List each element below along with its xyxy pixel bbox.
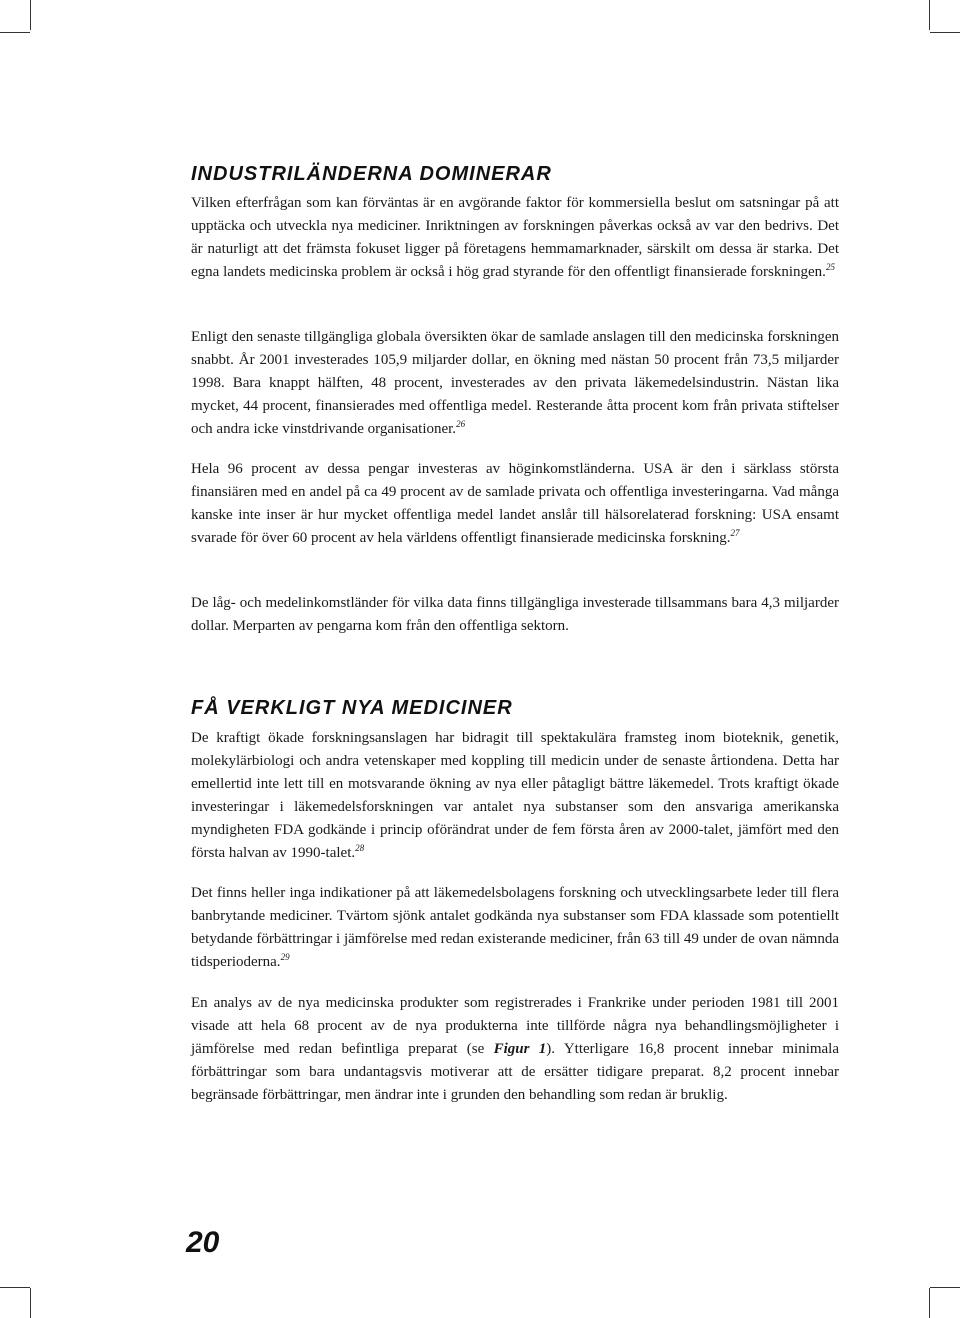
paragraph bbox=[191, 992, 839, 1107]
paragraph bbox=[191, 882, 839, 974]
crop-mark bbox=[30, 1288, 31, 1318]
paragraph bbox=[191, 592, 839, 638]
crop-mark bbox=[929, 1288, 930, 1318]
section-heading: INDUSTRILÄNDERNA DOMINERAR bbox=[191, 163, 552, 185]
paragraph-text: De låg- och medelinkomstländer för vilka data finns tillgängliga investerade tillsammans bara 4,3 miljarder dollar. Merparten av pengarna kom från den offentliga sektorn. bbox=[191, 595, 839, 634]
paragraph-text: En analys av de nya medicinska produkter som registrerades i Frankrike under perioden 1981 till 2001 visade att hela 68 procent av de nya produkterna inte tillförde några nya behandlingsmöjligheter i jämförelse med redan befintliga preparat (se bbox=[191, 995, 839, 1057]
paragraph bbox=[191, 192, 839, 284]
paragraph-text: Det finns heller inga indikationer på att läkemedelsbolagens forskning och utvecklingsarbete leder till flera banbrytande mediciner. Tvärtom sjönk antalet godkända nya substanser som FDA klassade som potentiellt betydande förbättringar i jämförelse med redan existerande mediciner, från 63 till 49 under de ovan nämnda tidsperioderna. bbox=[191, 885, 839, 970]
paragraph bbox=[191, 458, 839, 550]
paragraph-text: ). Ytterligare 16,8 procent innebar minimala förbättringar som bara undantagsvis motiverar att de ersätter tidigare preparat. 8,2 procent innebar begränsade förbättringar, men ändrar inte i grunden den behandling som redan är bruklig. bbox=[191, 1041, 840, 1103]
footnote-ref[interactable]: 26 bbox=[456, 419, 466, 429]
section-heading: FÅ VERKLIGT NYA MEDICINER bbox=[191, 697, 513, 719]
footnote-ref[interactable]: 25 bbox=[825, 262, 835, 272]
paragraph bbox=[191, 727, 839, 865]
crop-mark bbox=[0, 1287, 30, 1288]
crop-mark bbox=[930, 32, 960, 33]
paragraph-text: Vilken efterfrågan som kan förväntas är en avgörande faktor för kommersiella beslut om satsningar på att upptäcka och utveckla nya mediciner. Inriktningen av forskningen påverkas också av var den bedrivs. Det är naturligt att det främsta fokuset ligger på företagens hemmamarknader, särskilt om dessa är starka. Det egna landets medicinska problem är också i hög grad styrande för den offentligt finansierade forskningen. bbox=[191, 195, 839, 280]
figure-reference[interactable]: Figur 1 bbox=[493, 1041, 547, 1057]
crop-mark bbox=[930, 1287, 960, 1288]
paragraph-text: Enligt den senaste tillgängliga globala översikten ökar de samlade anslagen till den medicinska forskningen snabbt. År 2001 investerades 105,9 miljarder dollar, en ökning med nästan 50 procent från 73,5 miljarder 1998. Bara knappt hälften, 48 procent, investerades av den privata läkemedelsindustrin. Nästan lika mycket, 44 procent, finansierades med offentliga medel. Resterande åtta procent kom från privata stiftelser och andra icke vinstdrivande organisationer. bbox=[191, 329, 839, 437]
crop-mark bbox=[30, 0, 31, 30]
paragraph-text: De kraftigt ökade forskningsanslagen har bidragit till spektakulära framsteg inom bioteknik, genetik, molekylärbiologi och andra vetenskaper med koppling till medicin under de senaste årtiondena. Detta har emellertid inte lett till en motsvarande ökning av nya eller påtagligt bättre läkemedel. Trots kraftigt ökade investeringar i läkemedelsforskningen var antalet nya substanser som den ansvariga amerikanska myndigheten FDA godkände i princip oförändrat under de fem första åren av 2000-talet, jämfört med den första halvan av 1990-talet. bbox=[191, 730, 839, 861]
paragraph bbox=[191, 326, 839, 441]
footnote-ref[interactable]: 29 bbox=[280, 952, 290, 962]
crop-mark bbox=[929, 0, 930, 30]
crop-mark bbox=[0, 32, 30, 33]
page-number: 20 bbox=[186, 1226, 220, 1259]
section-fa-verkligt-nya-mediciner bbox=[191, 697, 839, 720]
footnote-ref[interactable]: 27 bbox=[730, 528, 740, 538]
section-industrilanderna bbox=[191, 163, 839, 186]
paragraph-text: Hela 96 procent av dessa pengar investeras av höginkomstländerna. USA är den i särklass största finansiären med en andel på ca 49 procent av de samlade privata och offentliga investeringarna. Vad många kanske inte inser är hur mycket offentliga medel landet anslår till hälsorelaterad forskning: USA ensamt svarade för över 60 procent av hela världens offentligt finansierade medicinska forskning. bbox=[191, 461, 839, 546]
footnote-ref[interactable]: 28 bbox=[355, 843, 365, 853]
